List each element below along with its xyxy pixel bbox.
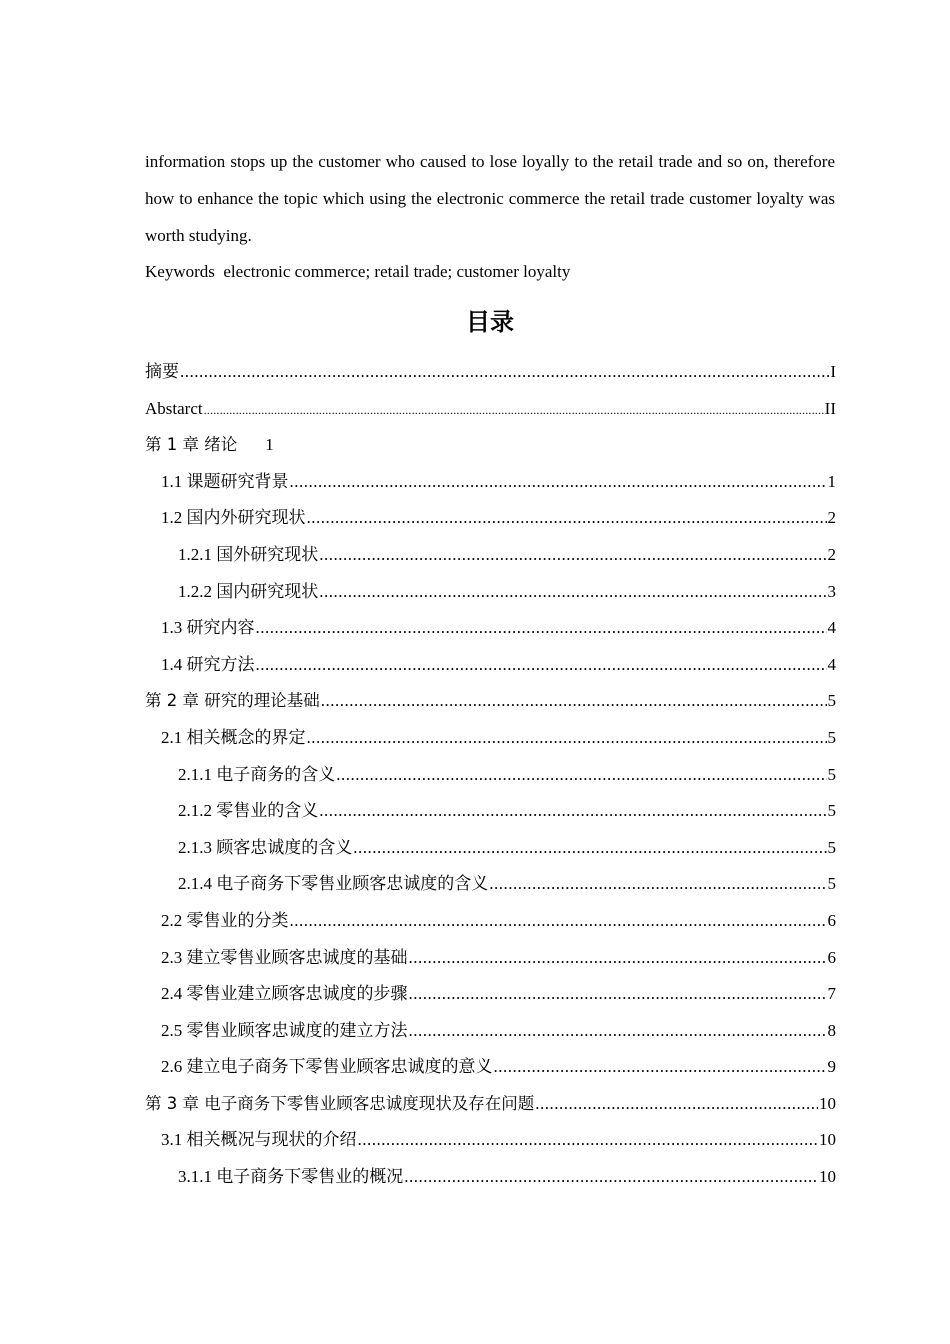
toc-leader bbox=[494, 1049, 827, 1086]
toc-entry-label: 2.6 建立电子商务下零售业顾客忠诚度的意义 bbox=[161, 1057, 493, 1077]
toc-leader bbox=[290, 464, 827, 501]
toc-entry-chapter-3[interactable] bbox=[145, 1086, 836, 1123]
toc-entry-page: 7 bbox=[827, 984, 836, 1004]
toc-entry-page: 2 bbox=[827, 544, 836, 564]
toc-entry-2-1-1[interactable] bbox=[145, 757, 836, 794]
toc-entry-label: 1.2.2 国内研究现状 bbox=[178, 581, 319, 601]
toc-entry-label: 第 2 章 研究的理论基础 bbox=[145, 691, 320, 711]
toc-entry-label: 3.1 相关概况与现状的介绍 bbox=[161, 1130, 357, 1150]
toc-entry-abstract-cn[interactable] bbox=[145, 354, 836, 391]
toc-leader bbox=[256, 610, 827, 647]
toc-entry-label: 1.3 研究内容 bbox=[161, 618, 255, 638]
toc-entry-label: 1.4 研究方法 bbox=[161, 654, 255, 674]
toc-leader bbox=[319, 793, 826, 830]
toc-leader bbox=[404, 1159, 818, 1196]
toc-entry-chapter-2[interactable] bbox=[145, 683, 836, 720]
toc-entry-3-1[interactable] bbox=[145, 1122, 836, 1159]
toc-entry-label: 2.5 零售业顾客忠诚度的建立方法 bbox=[161, 1020, 408, 1040]
toc-leader bbox=[321, 683, 827, 720]
toc-leader bbox=[489, 866, 826, 903]
toc-entry-label: 摘要 bbox=[145, 362, 179, 381]
toc-title: 目录 bbox=[466, 308, 514, 336]
toc-leader bbox=[319, 537, 826, 574]
toc-entry-page: I bbox=[830, 362, 836, 381]
toc-entry-page: 5 bbox=[827, 691, 836, 711]
toc-entry-label: 2.1.1 电子商务的含义 bbox=[178, 764, 336, 784]
toc-leader bbox=[204, 391, 824, 429]
toc-entry-abstract-en[interactable] bbox=[145, 391, 836, 428]
toc-leader bbox=[409, 1013, 827, 1050]
toc-entry-page: 5 bbox=[827, 874, 836, 894]
toc-leader bbox=[358, 1122, 819, 1159]
toc-entry-label: 3.1.1 电子商务下零售业的概况 bbox=[178, 1167, 404, 1187]
toc-leader bbox=[307, 500, 827, 537]
toc-entry-page: 8 bbox=[827, 1020, 836, 1040]
toc-entry-label: 2.1.3 顾客忠诚度的含义 bbox=[178, 837, 353, 857]
keywords-label: Keywords bbox=[145, 262, 215, 281]
toc-leader bbox=[256, 647, 827, 684]
toc-entry-page: 3 bbox=[827, 581, 836, 601]
toc-entry-page: 6 bbox=[827, 910, 836, 930]
toc-entry-label: 2.2 零售业的分类 bbox=[161, 910, 289, 930]
toc-entry-1-2-2[interactable] bbox=[145, 574, 836, 611]
toc-entry-1-2-1[interactable] bbox=[145, 537, 836, 574]
toc-entry-1-4[interactable] bbox=[145, 647, 836, 684]
toc-entry-page: 6 bbox=[827, 947, 836, 967]
toc-entry-page: 10 bbox=[819, 1167, 836, 1187]
toc-entry-label: 第 1 章 绪论 bbox=[145, 435, 238, 455]
toc-entry-label: 2.1.2 零售业的含义 bbox=[178, 801, 319, 821]
toc-entry-2-4[interactable] bbox=[145, 976, 836, 1013]
toc-entry-page: 10 bbox=[819, 1093, 836, 1113]
toc-entry-label: 2.3 建立零售业顾客忠诚度的基础 bbox=[161, 947, 408, 967]
toc-entry-2-1-3[interactable] bbox=[145, 830, 836, 867]
toc-entry-label: 2.1 相关概念的界定 bbox=[161, 727, 306, 747]
toc-leader bbox=[319, 574, 826, 611]
toc-entry-2-6[interactable] bbox=[145, 1049, 836, 1086]
toc-entry-label: 2.4 零售业建立顾客忠诚度的步骤 bbox=[161, 984, 408, 1004]
toc-leader bbox=[535, 1086, 818, 1123]
toc-leader bbox=[180, 354, 829, 391]
toc-entry-page: 9 bbox=[827, 1057, 836, 1077]
keywords-line bbox=[145, 260, 570, 284]
toc-leader bbox=[336, 757, 826, 794]
toc-leader bbox=[307, 720, 827, 757]
toc-entry-label: 2.1.4 电子商务下零售业顾客忠诚度的含义 bbox=[178, 874, 489, 894]
toc-entry-label: 1.1 课题研究背景 bbox=[161, 471, 289, 491]
table-of-contents bbox=[145, 354, 836, 1196]
toc-entry-label: Abstarct bbox=[145, 398, 203, 418]
toc-entry-chapter-1[interactable] bbox=[145, 427, 836, 464]
abstract-continuation: information stops up the customer who caused to lose loyally to the retail trade and so on, therefore how to enhance the topic which using the electronic commerce the retail trade customer loyalty was worth studying. bbox=[145, 152, 835, 245]
toc-leader bbox=[409, 940, 827, 977]
toc-entry-label: 第 3 章 电子商务下零售业顾客忠诚度现状及存在问题 bbox=[145, 1093, 535, 1113]
toc-entry-page: 4 bbox=[827, 618, 836, 638]
toc-entry-page: 5 bbox=[827, 837, 836, 857]
toc-entry-3-1-1[interactable] bbox=[145, 1159, 836, 1196]
toc-entry-2-2[interactable] bbox=[145, 903, 836, 940]
toc-entry-page: 1 bbox=[827, 471, 836, 491]
toc-entry-2-3[interactable] bbox=[145, 940, 836, 977]
toc-entry-label: 1.2 国内外研究现状 bbox=[161, 508, 306, 528]
toc-entry-2-1-4[interactable] bbox=[145, 866, 836, 903]
toc-entry-1-2[interactable] bbox=[145, 500, 836, 537]
toc-entry-page: 5 bbox=[827, 801, 836, 821]
toc-entry-2-1-2[interactable] bbox=[145, 793, 836, 830]
toc-leader bbox=[353, 830, 826, 867]
toc-entry-1-1[interactable] bbox=[145, 464, 836, 501]
toc-entry-label: 1.2.1 国外研究现状 bbox=[178, 544, 319, 564]
toc-entry-2-1[interactable] bbox=[145, 720, 836, 757]
toc-entry-page: 4 bbox=[827, 654, 836, 674]
toc-leader bbox=[409, 976, 827, 1013]
toc-entry-page: 1 bbox=[265, 435, 274, 455]
toc-entry-page: II bbox=[824, 398, 836, 418]
toc-entry-page: 2 bbox=[827, 508, 836, 528]
keywords-text: electronic commerce; retail trade; customer loyalty bbox=[223, 262, 571, 281]
toc-entry-page: 10 bbox=[819, 1130, 836, 1150]
toc-entry-page: 5 bbox=[827, 764, 836, 784]
toc-entry-1-3[interactable] bbox=[145, 610, 836, 647]
toc-entry-page: 5 bbox=[827, 727, 836, 747]
toc-entry-2-5[interactable] bbox=[145, 1013, 836, 1050]
toc-leader bbox=[290, 903, 827, 940]
